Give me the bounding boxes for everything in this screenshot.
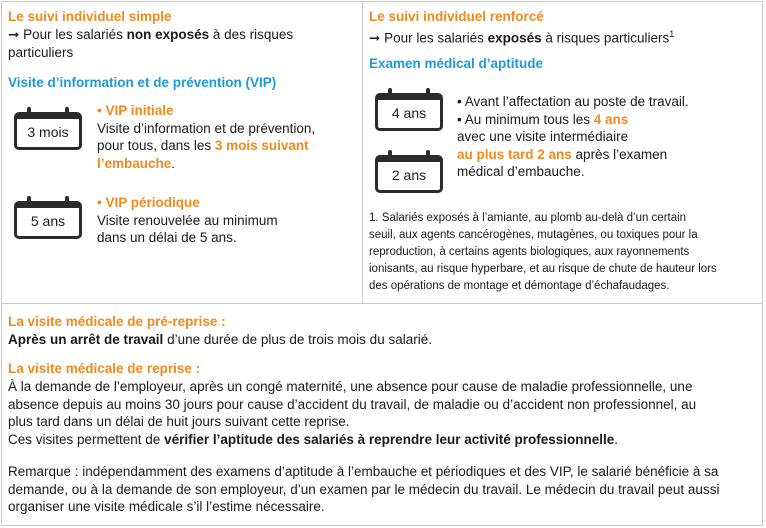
arrow-icon: ➞ <box>8 27 20 42</box>
calendar-label: 5 ans <box>30 213 66 230</box>
calendar-label: 4 ans <box>391 105 427 122</box>
right-title: Le suivi individuel renforcé <box>369 9 544 24</box>
calendar-icon <box>375 155 443 193</box>
row-divider <box>2 303 762 304</box>
vip-periodique: • VIP périodique Visite renouvelée au minimum dans un délai de 5 ans. <box>97 195 278 245</box>
info-table <box>1 1 763 526</box>
remark-text: Remarque : indépendamment des examens d’aptitude à l’embauche et périodiques et des VIP, le salarié bénéficie à sa demande, ou à la demande de son employeur, d’un examen par le médecin du travail. Le médecin du travail peut aussi organiser une visite médicale s’il l’estime nécessaire. <box>8 464 720 514</box>
reprise-title: La visite médicale de reprise : <box>8 361 201 376</box>
left-intro: ➞ Pour les salariés non exposés à des risques particuliers <box>8 27 294 60</box>
aptitude-items: • Avant l’affectation au poste de travail. • Au minimum tous les 4 ans <box>457 94 689 127</box>
right-subtitle: Examen médical d’aptitude <box>369 56 544 71</box>
left-subtitle: Visite d’information et de prévention (VIP) <box>8 75 277 90</box>
prereprise-text: Après un arrêt de travail d’une durée de plus de trois mois du salarié. <box>8 332 432 347</box>
vip-initiale: • VIP initiale Visite d’information et de prévention, pour tous, dans les 3 mois suivant l’embauche. <box>97 103 316 171</box>
calendar-icon <box>14 201 82 239</box>
prereprise-title: La visite médicale de pré-reprise : <box>8 314 226 329</box>
calendar-icon <box>14 112 82 150</box>
right-intro: ➞ Pour les salariés exposés à risques particuliers$^1$ <box>369 29 675 46</box>
footnote: 1. Salariés exposés à l’amiante, au plomb au-delà d’un certain seuil, aux agents cancérogènes, mutagènes, ou toxiques pour la reproduction, à certains agents biologiques, aux rayonnements ionisants, au risque hyperbare, et au risque de chute de hauteur lors des opérations de montage et démontage d’échafaudages. <box>369 212 717 292</box>
column-divider <box>362 2 363 303</box>
left-title: Le suivi individuel simple <box>8 9 172 24</box>
aptitude-items-cont: avec une visite intermédiaire au plus tard 2 ans après l’examen médical d’embauche. <box>457 129 668 179</box>
reprise-text: À la demande de l’employeur, après un congé maternité, une absence pour cause de maladie professionnelle, une absence depuis au moins 30 jours pour cause d’accident du travail, de maladie ou d’accident non professionnel, au plus tard dans un délai de huit jours suivant cette reprise. Ces visites permettent de vérifier l’aptitude des salariés à reprendre leur activité professionnelle. <box>8 379 697 447</box>
calendar-label: 2 ans <box>391 167 427 184</box>
calendar-label: 3 mois <box>27 124 69 141</box>
calendar-icon <box>375 93 443 131</box>
arrow-icon: ➞ <box>369 30 381 46</box>
